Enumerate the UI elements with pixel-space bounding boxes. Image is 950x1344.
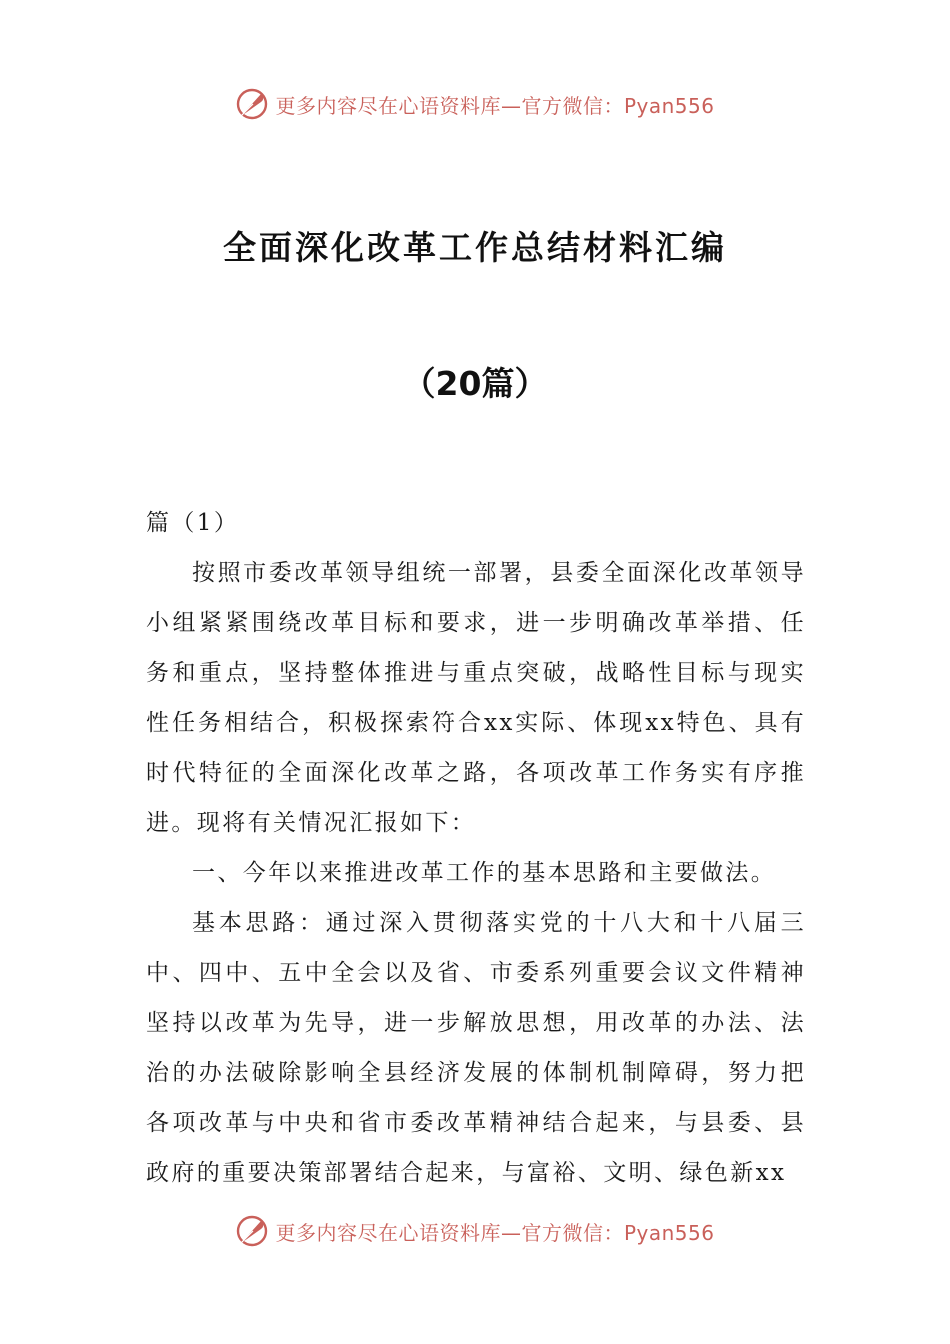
feather-pen-logo-icon	[235, 1213, 271, 1249]
document-body	[146, 498, 806, 1198]
paragraph-heading-one: 一、今年以来推进改革工作的基本思路和主要做法。	[192, 860, 777, 886]
document-subtitle: （20篇）	[402, 364, 548, 403]
paragraph-intro: 按照市委改革领导组统一部署，县委全面深化改革领导小组紧紧围绕改革目标和要求，进一步明确改革举措、任务和重点，坚持整体推进与重点突破，战略性目标与现实性任务相结合，积极探索符合xx实际、体现xx特色、具有时代特征的全面深化改革之路，各项改革工作务实有序推进。现将有关情况汇报如下：	[146, 560, 806, 836]
watermark-banner-bottom	[0, 1211, 950, 1251]
feather-pen-logo-icon	[235, 86, 271, 122]
watermark-banner-top	[0, 84, 950, 124]
watermark-text: 更多内容尽在心语资料库—官方微信：Pyan556	[275, 1220, 715, 1245]
watermark-text: 更多内容尽在心语资料库—官方微信：Pyan556	[275, 93, 715, 118]
document-title: 全面深化改革工作总结材料汇编	[223, 228, 727, 267]
section-label: 篇（1）	[146, 510, 240, 536]
paragraph-basic-approach: 基本思路：通过深入贯彻落实党的十八大和十八届三中、四中、五中全会以及省、市委系列重要会议文件精神坚持以改革为先导，进一步解放思想，用改革的办法、法治的办法破除影响全县经济发展的体制机制障碍，努力把各项改革与中央和省市委改革精神结合起来，与县委、县政府的重要决策部署结合起来，与富裕、文明、绿色新xx	[146, 910, 806, 1186]
